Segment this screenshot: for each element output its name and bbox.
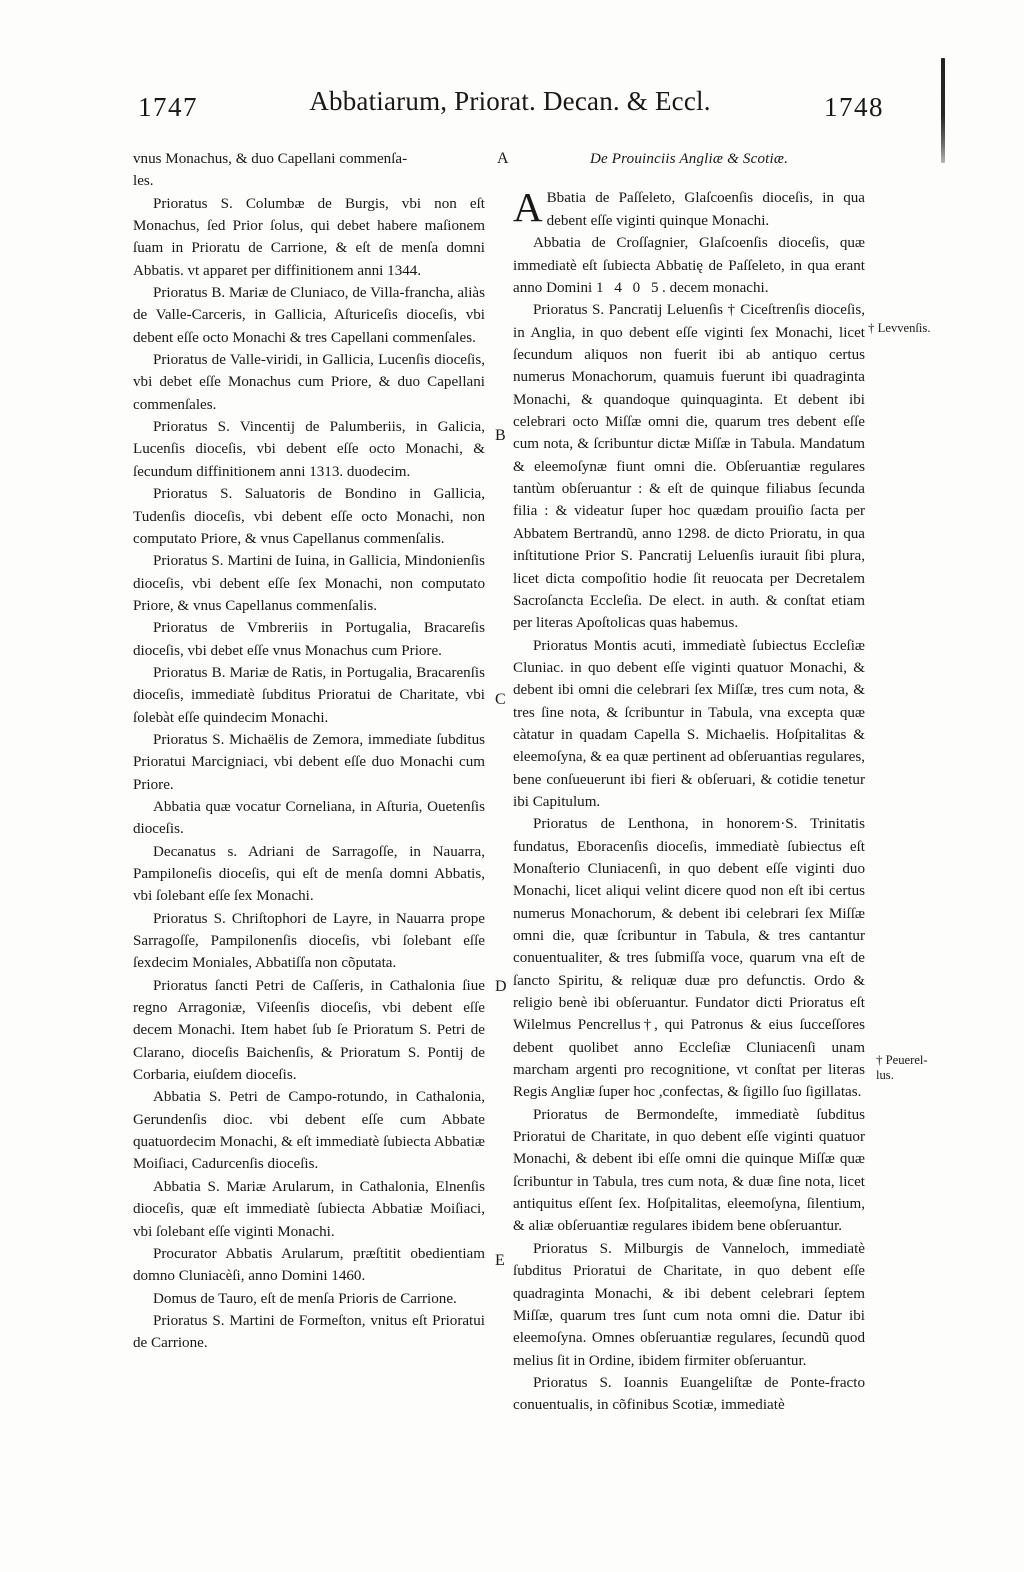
side-note-text: Peuerel- [885, 1053, 928, 1067]
section-heading: De Prouinciis Angliæ & Scotiæ. [589, 151, 789, 167]
paragraph: Abbatia quæ vocatur Corneliana, in Aſturia, Ouetenſis dioceſis. [133, 798, 485, 838]
paragraph-with-dropcap [513, 184, 865, 232]
paragraph: vnus Monachus, & duo Capellani commenſa- [133, 151, 408, 167]
page-edge-scan-artifact [941, 58, 945, 163]
paragraph: Prioratus de Bermondeſte, immediatè ſubditus Prioratui de Charitate, in quo debent eſſe viginti quatuor Monachi, & debent ibi eſſe omni die quinque Miſſæ quæ ſcribuntur in Tabula, tres cum nota, & duæ ſine nota, licet antiquitus eſſent ſex. Hoſpitalitas, eleemoſyna, ſilentium, & aliæ obſeruantiæ regulares ibidem bene obſeruantur. [513, 1106, 865, 1235]
running-header [130, 86, 890, 132]
paragraph: les. [133, 173, 154, 190]
drop-cap-initial: A [513, 184, 543, 231]
section-marker-e: E [495, 1252, 505, 1269]
section-marker-a: A [497, 150, 509, 167]
page-title: Abbatiarum, Priorat. Decan. & Eccl. [309, 86, 711, 116]
paragraph: Prioratus S. Chriſtophori de Layre, in Nauarra prope Sarragoſſe, Pampilonenſis dioceſis, vbi ſolebant eſſe ſexdecim Moniales, Abbatiſſa non cõputata. [133, 910, 485, 972]
paragraph: Prioratus S. Columbæ de Burgis, vbi non eſt Monachus, ſed Prior ſolus, qui debet habere maſionem ſuam in Prioratu de Carrione, & eſt de menſa domni Abbatis. vt apparet per diffinitionem anni 1344. [133, 195, 485, 279]
year-value: 1 4 0 5 [596, 280, 663, 297]
folio-number-right: 1748 [824, 92, 884, 122]
folio-number-left: 1747 [138, 92, 198, 122]
paragraph: Prioratus ſancti Petri de Caſſeris, in Cathalonia ſiue regno Arragoniæ, Viſeenſis dioceſis, vbi debent eſſe decem Monachi. Item habet ſub ſe Prioratum S. Petri de Clarano, dioceſis Baichenſis, & Prioratum S. Pontij de Corbaria, eiuſdem dioceſis. [133, 977, 485, 1084]
paragraph: Abbatia S. Mariæ Arularum, in Cathalonia, Elnenſis dioceſis, quæ eſt immediatè ſubiecta Abbatiæ Moiſiaci, vbi ſolebant eſſe viginti Monachi. [133, 1178, 485, 1240]
paragraph: Prioratus S. Vincentij de Palumberiis, in Galicia, Lucenſis dioceſis, vbi debent eſſe octo Monachi, & ſecundum diffinitionem anni 1313. duodecim. [133, 419, 485, 480]
side-note-text-continued: lus. [876, 1068, 894, 1082]
paragraph: Prioratus Montis acuti, immediatè ſubiectus Eccleſiæ Cluniac. in quo debent eſſe viginti quatuor Monachi, & debent ibi omni die celebrari ſex Miſſæ, tres cum nota, & tres ſine nota, & ſcribuntur in Tabula, vna excepta quæ càtatur in quadam Capella S. Michaelis. Hoſpitalitas & eleemoſyna, & ea quæ pertinent ad obſeruantias regulares, bene conſueuerunt ibi fieri & obſeruari, & cotidie tenetur ibi Capitulum. [513, 637, 865, 810]
section-marker-b: B [495, 427, 506, 444]
paragraph: Prioratus S. Martini de Iuina, in Gallicia, Mindonienſis dioceſis, vbi debent eſſe ſex Monachi, non computato Priore, & vnus Capellanus commenſalis. [133, 553, 485, 614]
paragraph: Procurator Abbatis Arularum, præſtitit obedientiam domno Cluniacèſi, anno Domini 1460. [133, 1245, 485, 1285]
paragraph: Prioratus de Lenthona, in honorem·S. Trinitatis fundatus, Eboracenſis dioceſis, immediatè ſubiectus eſt Monaſterio Cluniacenſi, in quo debent eſſe viginti duo Monachi, licet aliqui velint dicere quod non eſt ibi certus numerus Monachorum, & debent ibi celebrari ſex Miſſæ omni die, quæ ſcribuntur in Tabula, & tres cantantur conuentualiter, & tres ſubmiſſa voce, quarum vna eſt de ſancto Spiritu, & reliquæ duæ pro defunctis. Ordo & religio benè ibi obſeruantur. Fundator dicti Prioratus eſt Wilelmus Pencrellus†, qui Patronus & eius ſucceſſores debent quolibet anno Eccleſiæ Cluniacenſi unam marcham argenti pro recognitione, vt conſtat per literas Regis Angliæ ſuper hoc ,confectas, & ſigillo ſuo ſigillatas. [513, 816, 865, 1101]
paragraph: Domus de Tauro, eſt de menſa Prioris de Carrione. [153, 1290, 457, 1307]
section-marker-d: D [495, 978, 507, 995]
paragraph: Prioratus S. Ioannis Euangeliſtæ de Ponte-fracto conuentualis, in cõfinibus Scotiæ, immediatè [513, 1374, 865, 1414]
paragraph: Prioratus S. Pancratij Leluenſis † Ciceſtrenſis dioceſis, in Anglia, in quo debent eſſe viginti ſex Monachi, licet ſecundum aliquos non fuerit ibi ab antiquo certus numerus Monachorum, quamuis fuerunt ibi quadraginta Monachi, & quandoque quinquaginta. Et debent ibi celebrari octo Miſſæ omni die, quarum tres debent eſſe cum nota, & ſcribuntur dictæ Miſſæ in Tabula. Mandatum & eleemoſynæ fiunt omni die. Obſeruantiæ regulares tantùm obſeruantur : & eſt de quinque filiabus ſecunda filia : & videatur ſuper hoc quædam prouiſio ſacta per Abbatem Bertrandũ, anno 1298. de dicto Prioratu, in qua inſtitutione Prior S. Pancratij Leluenſis iurauit ſibi plura, licet dicta compoſitio hodie ſit reuocata per Decretalem Sacroſancta Eccleſia. De elect. in auth. & conſtat etiam per literas Apoſtolicas quas habemus. [513, 302, 865, 632]
paragraph: Abbatia S. Petri de Campo-rotundo, in Cathalonia, Gerundenſis dioc. vbi debent eſſe cum Abbate quatuordecim Monachi, & eſt immediatè ſubiecta Abbatiæ Moiſiaci, Cadurcenſis dioceſis. [133, 1089, 485, 1173]
side-note-text: Levvenſis. [877, 321, 931, 335]
paragraph: Prioratus S. Saluatoris de Bondino in Gallicia, Tudenſis dioceſis, vbi debent eſſe octo Monachi, non computato Priore, & vnus Capellanus commenſalis. [133, 486, 485, 547]
left-text-column [133, 148, 485, 1355]
paragraph: Decanatus s. Adriani de Sarragoſſe, in Nauarra, Pampiloneſis dioceſis, qui eſt de menſa domni Abbatis, vbi ſolebant eſſe ſex Monachi. [133, 843, 485, 905]
side-note-levvensis [868, 320, 938, 336]
paragraph-text: Bbatia de Paſſeleto, Glaſcoenſis dioceſis, in qua debent eſſe viginti quinque Monachi. [546, 190, 865, 229]
right-text-column [513, 148, 865, 1417]
paragraph: Prioratus B. Mariæ de Ratis, in Portugalia, Bracarenſis dioceſis, immediatè ſubditus Prioratui de Charitate, vbi ſolebàt eſſe quindecim Monachi. [133, 664, 485, 726]
paragraph: Prioratus B. Mariæ de Cluniaco, de Villa-francha, aliàs de Valle-Carceris, in Gallicia, Aſturiceſis dioceſis, vbi debent eſſe octo Monachi & tres Capellani commenſales. [133, 285, 485, 346]
paragraph: Prioratus S. Martini de Formeſton, vnitus eſt Prioratui de Carrione. [133, 1312, 485, 1352]
paragraph: Prioratus de Valle-viridi, in Gallicia, Lucenſis dioceſis, vbi debet eſſe Monachus cum Priore, & duo Capellani commenſales. [133, 352, 485, 413]
paragraph: Prioratus S. Milburgis de Vanneloch, immediatè ſubditus Prioratui de Charitate, in quo debent eſſe quadraginta Monachi, & ibi debent celebrari ſeptem Miſſæ, quarum tres ſunt cum nota omni die. Datur ibi eleemoſyna. Omnes obſeruantiæ regulares, ſecundũ quod melius ſit in Ordine, ibidem firmiter obſeruantur. [513, 1240, 865, 1369]
section-marker-c: C [495, 691, 506, 708]
dagger-icon: † [868, 320, 875, 335]
dagger-icon: † [876, 1052, 883, 1067]
paragraph-text-tail: . decem monachi. [662, 280, 769, 297]
paragraph: Prioratus de Vmbreriis in Portugalia, Bracareſis dioceſis, vbi debet eſſe vnus Monachus cum Priore. [133, 620, 485, 659]
side-note-peuerellus [876, 1052, 946, 1083]
paragraph: Prioratus S. Michaëlis de Zemora, immediate ſubditus Prioratui Marcigniaci, vbi debent eſſe duo Monachi cum Priore. [133, 731, 485, 793]
paragraph-text: Abbatia de Croſſagnier, Glaſcoenſis dioceſis, quæ immediatè eſt ſubiecta Abbatię de Paſſeleto, in qua erant anno Domini [513, 235, 865, 297]
paragraph [513, 232, 865, 299]
